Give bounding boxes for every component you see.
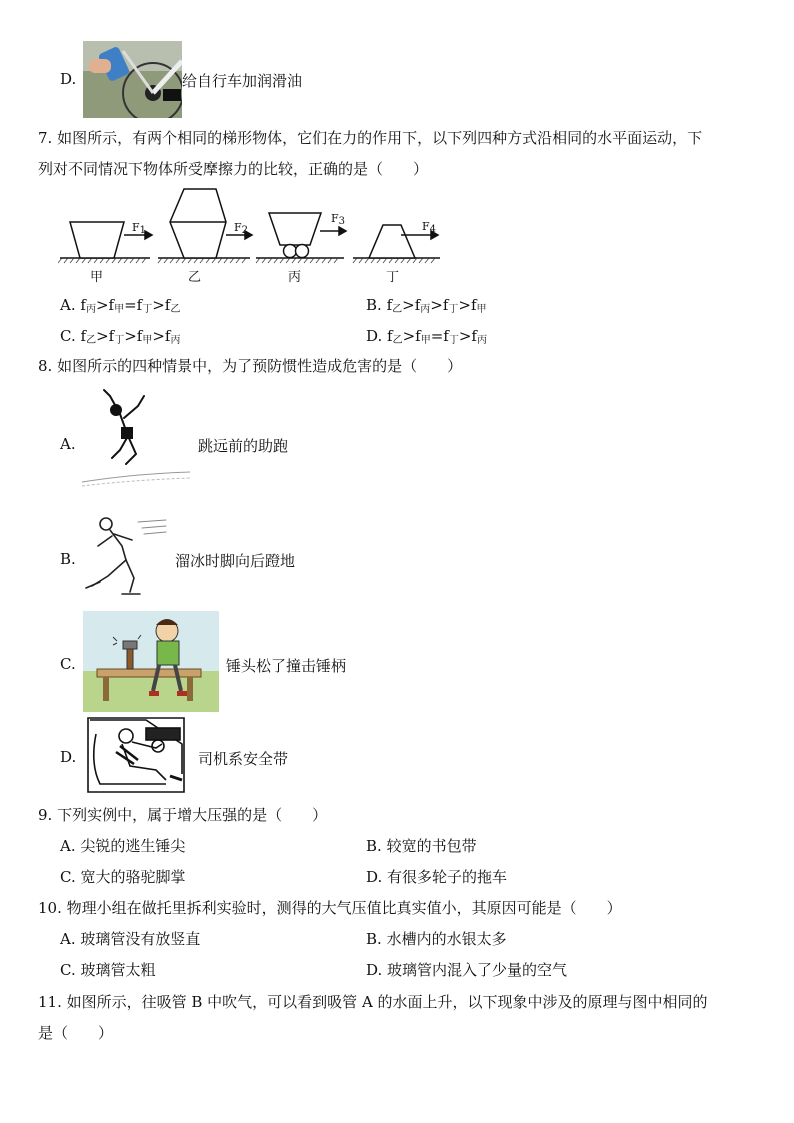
seatbelt-illustration — [86, 714, 186, 794]
q10-option-d[interactable]: D. 玻璃管内混入了少量的空气 — [366, 961, 568, 979]
figure-caption-jia: 甲 — [90, 270, 104, 285]
q9-option-a[interactable]: A. 尖锐的逃生锤尖 — [60, 837, 186, 855]
figure-caption-ding: 丁 — [386, 270, 400, 285]
q8-option-d-text: 司机系安全带 — [198, 750, 289, 768]
q9-option-d[interactable]: D. 有很多轮子的拖车 — [366, 868, 508, 886]
figure-caption-bing: 丙 — [288, 270, 302, 285]
force-label-f4: $F_4$ — [422, 220, 437, 235]
q6-option-d-text: 给自行车加润滑油 — [182, 72, 303, 90]
hammer-bench-illustration — [83, 611, 219, 712]
q7-stem-line-1: 7. 如图所示，有两个相同的梯形物体，它们在力的作用下，以下列四种方式沿相同的水平面运动，下 — [38, 129, 703, 147]
q8-option-b-text: 溜冰时脚向后蹬地 — [175, 552, 296, 570]
q9-option-b[interactable]: B. 较宽的书包带 — [366, 837, 477, 855]
q7-stem-line-2: 列对不同情况下物体所受摩擦力的比较，正确的是（ ） — [38, 160, 429, 178]
q8-option-a-letter: A. — [60, 435, 76, 453]
q10-option-a[interactable]: A. 玻璃管没有放竖直 — [60, 930, 201, 948]
q8-option-b-letter: B. — [60, 550, 76, 568]
force-label-f2: $F_2$ — [234, 221, 249, 236]
q7-option-a[interactable]: A. $f_丙>f_甲=f_丁>f_乙$ — [60, 296, 181, 315]
long-jump-illustration — [82, 388, 192, 492]
q8-option-c-text: 锤头松了撞击锤柄 — [226, 657, 347, 675]
q7-option-d[interactable]: D. $f_乙>f_甲=f_丁>f_丙$ — [366, 327, 487, 346]
q6-option-d-letter: D. — [60, 70, 77, 88]
q8-stem: 8. 如图所示的四种情景中，为了预防惯性造成危害的是（ ） — [38, 357, 463, 375]
q11-stem-line-2: 是（ ） — [38, 1024, 114, 1042]
skating-illustration — [82, 512, 168, 602]
q7-option-b[interactable]: B. $f_乙>f_丙>f_丁>f_甲$ — [366, 296, 487, 315]
q10-stem: 10. 物理小组在做托里拆利实验时，测得的大气压值比真实值小，其原因可能是（ ） — [38, 899, 622, 917]
q8-option-d-letter: D. — [60, 748, 77, 766]
q7-option-c[interactable]: C. $f_乙>f_丁>f_甲>f_丙$ — [60, 327, 181, 346]
q10-option-b[interactable]: B. 水槽内的水银太多 — [366, 930, 507, 948]
force-label-f1: $F_1$ — [132, 221, 147, 236]
bicycle-oiling-photo — [83, 41, 182, 118]
q11-stem-line-1: 11. 如图所示，往吸管 B 中吹气，可以看到吸管 A 的水面上升，以下现象中涉及的原理与图中相同的 — [38, 993, 708, 1011]
q8-option-a-text: 跳远前的助跑 — [198, 437, 289, 455]
q10-option-c[interactable]: C. 玻璃管太粗 — [60, 961, 156, 979]
q8-option-c-letter: C. — [60, 655, 76, 673]
q9-option-c[interactable]: C. 宽大的骆驼脚掌 — [60, 868, 186, 886]
force-label-f3: $F_3$ — [331, 212, 346, 227]
q9-stem: 9. 下列实例中，属于增大压强的是（ ） — [38, 806, 328, 824]
figure-caption-yi: 乙 — [188, 270, 202, 285]
